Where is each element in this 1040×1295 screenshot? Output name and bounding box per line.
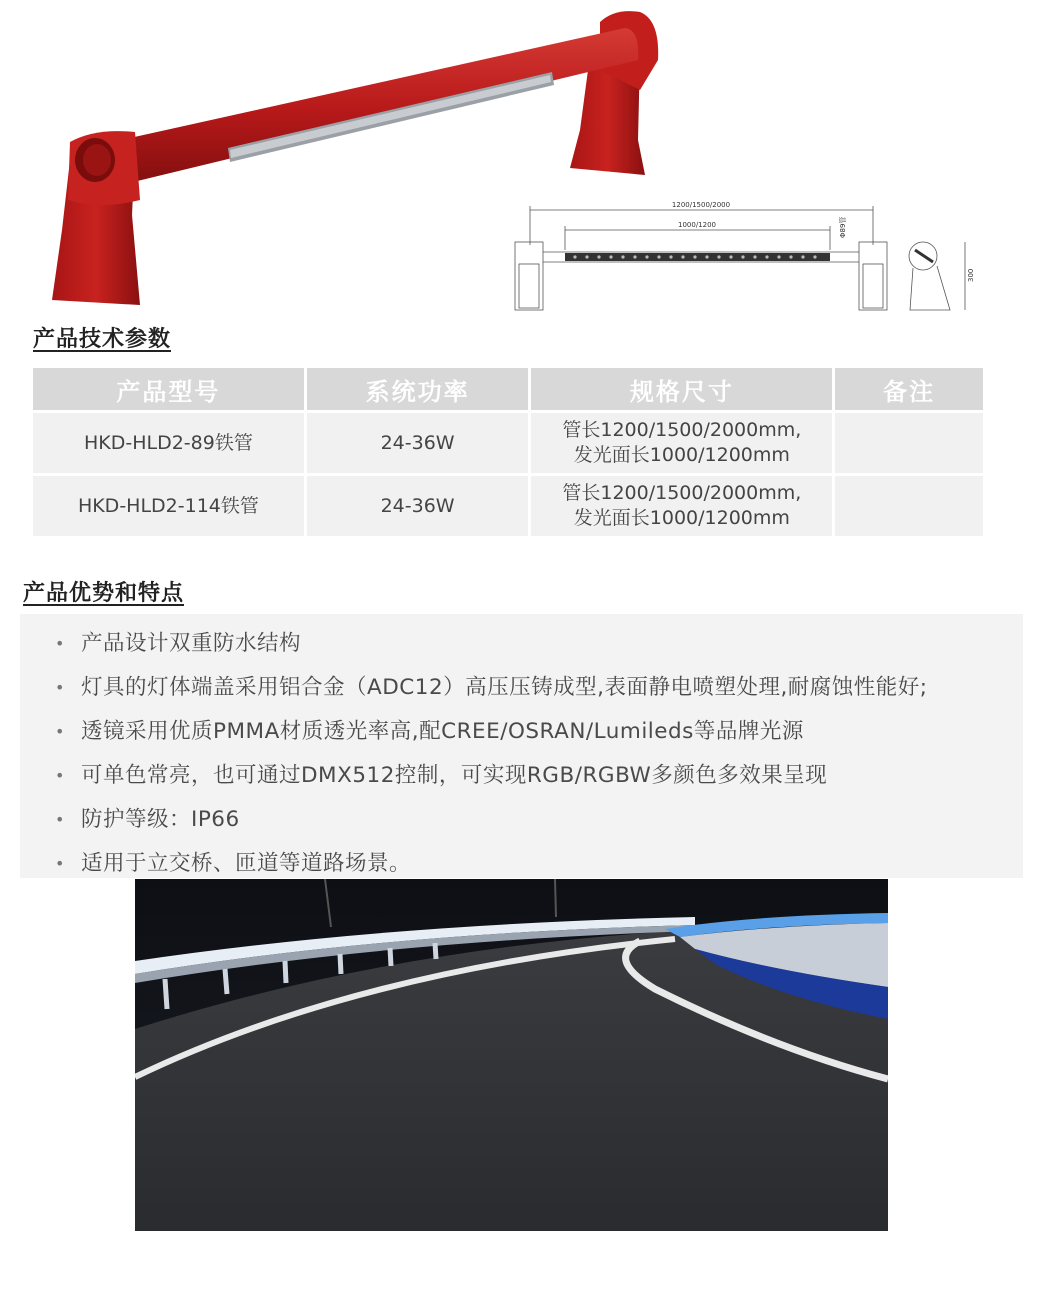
cell-power: 24-36W: [307, 413, 529, 473]
list-item: [20, 754, 1023, 798]
spec-header-row: [33, 368, 983, 410]
cell-size-line2: 发光面长1000/1200mm: [573, 507, 790, 529]
feature-section-title: 产品优势和特点: [23, 581, 185, 606]
feature-text: 透镜采用优质PMMA材质透光率高,配CREE/OSRAN/Lumileds等品牌光源: [81, 719, 804, 744]
bullet-icon: •: [55, 854, 65, 873]
header-model: 产品型号: [33, 368, 304, 410]
bullet-icon: •: [55, 810, 65, 829]
bullet-icon: •: [55, 722, 65, 741]
cell-size-line2: 发光面长1000/1200mm: [573, 444, 790, 466]
list-item: [20, 798, 1023, 842]
bullet-icon: •: [55, 766, 65, 785]
road-application-photo: [135, 879, 888, 1231]
feature-text: 可单色常亮，也可通过DMX512控制，可实现RGB/RGBW多颜色多效果呈现: [81, 763, 828, 788]
feature-list-box: [20, 614, 1023, 878]
cell-note: [835, 476, 983, 536]
cell-model: HKD-HLD2-89铁管: [33, 413, 304, 473]
feature-text: 产品设计双重防水结构: [81, 631, 302, 656]
dim-total-label: 1200/1500/2000: [671, 201, 731, 209]
cell-size: [531, 476, 832, 536]
cell-power: 24-36W: [307, 476, 529, 536]
header-size: 规格尺寸: [531, 368, 832, 410]
cell-note: [835, 413, 983, 473]
dim-height-label: 300: [967, 268, 975, 282]
dim-diameter-label: Φ89管: [839, 216, 847, 238]
table-row: [33, 413, 983, 473]
technical-drawing: [505, 190, 985, 320]
feature-list: [20, 614, 1023, 886]
cell-size-line1: 管长1200/1500/2000mm,: [562, 419, 802, 441]
feature-text: 适用于立交桥、匝道等道路场景。: [81, 851, 412, 876]
cell-model: HKD-HLD2-114铁管: [33, 476, 304, 536]
feature-text: 灯具的灯体端盖采用铝合金（ADC12）高压压铸成型,表面静电喷塑处理,耐腐蚀性能好;: [81, 675, 928, 700]
list-item: [20, 666, 1023, 710]
spec-table: [30, 365, 986, 539]
bullet-icon: •: [55, 634, 65, 653]
bullet-icon: •: [55, 678, 65, 697]
spec-section-title: 产品技术参数: [33, 327, 172, 352]
header-note: 备注: [835, 368, 983, 410]
table-row: [33, 476, 983, 536]
list-item: [20, 710, 1023, 754]
header-power: 系统功率: [307, 368, 529, 410]
dim-light-label: 1000/1200: [678, 221, 716, 229]
list-item: [20, 622, 1023, 666]
cell-size: [531, 413, 832, 473]
cell-size-line1: 管长1200/1500/2000mm,: [562, 482, 802, 504]
feature-text: 防护等级：IP66: [81, 807, 240, 832]
